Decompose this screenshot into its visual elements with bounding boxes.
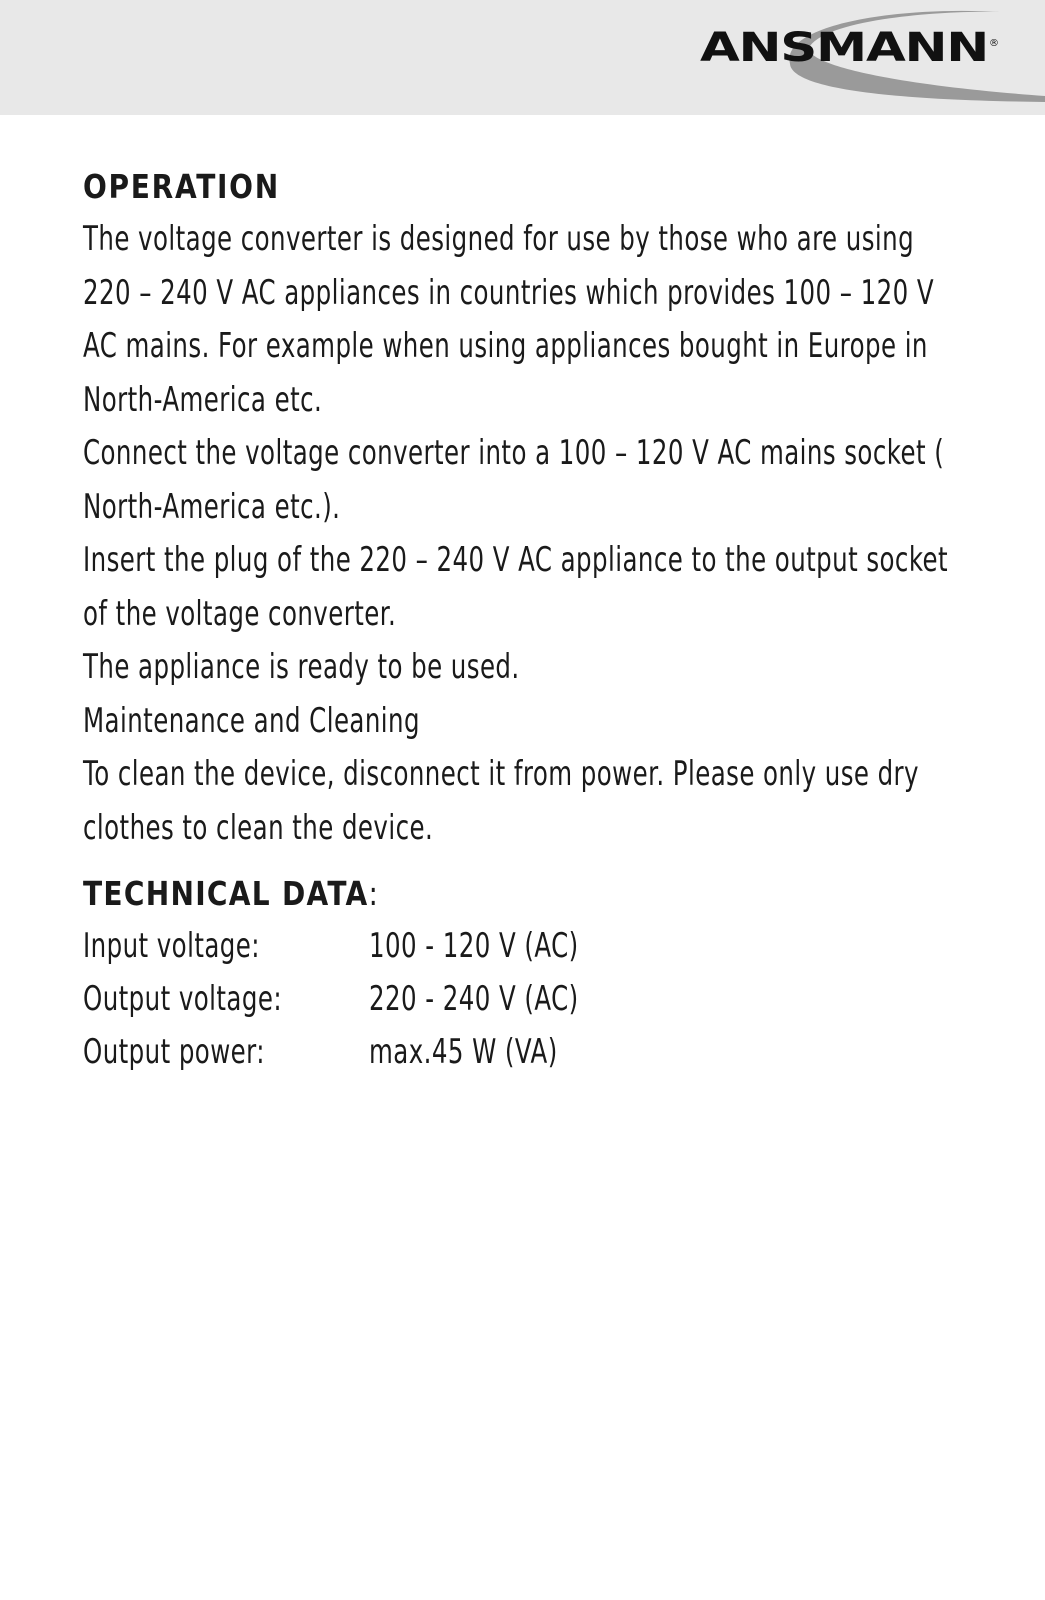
registered-mark: ® <box>989 38 999 49</box>
operation-line: North-America etc.). <box>83 486 341 527</box>
input-voltage-label: Input voltage: <box>83 926 260 966</box>
operation-line: Insert the plug of the 220 – 240 V AC appliance to the output socket <box>83 540 949 580</box>
operation-line: The voltage converter is designed for use by those who are using <box>83 219 915 259</box>
output-power-label: Output power: <box>83 1032 265 1072</box>
technical-data-colon: : <box>368 874 380 913</box>
ansmann-logo <box>700 4 1045 110</box>
operation-line: The appliance is ready to be used. <box>83 647 520 687</box>
operation-line: of the voltage converter. <box>83 593 397 634</box>
technical-data-title: TECHNICAL DATA <box>83 874 369 913</box>
input-voltage-value: 100 - 120 V (AC) <box>369 926 579 966</box>
operation-line: 220 – 240 V AC appliances in countries which provides 100 – 120 V <box>83 272 935 313</box>
technical-data-row <box>83 1026 983 1079</box>
operation-line: To clean the device, disconnect it from power. Please only use dry <box>83 754 919 794</box>
output-voltage-value: 220 - 240 V (AC) <box>369 979 579 1019</box>
output-power-value: max.45 W (VA) <box>369 1032 558 1072</box>
page-header <box>0 0 1045 115</box>
document-body <box>83 160 983 1079</box>
operation-line: North-America etc. <box>83 379 323 420</box>
technical-data-table <box>83 920 983 1079</box>
output-voltage-label: Output voltage: <box>83 979 283 1019</box>
technical-data-heading <box>83 867 848 920</box>
operation-text <box>83 213 983 855</box>
operation-line: AC mains. For example when using appliances bought in Europe in <box>83 326 928 366</box>
operation-heading: OPERATION <box>83 167 280 206</box>
technical-data-row <box>83 973 983 1026</box>
operation-line: Maintenance and Cleaning <box>83 700 420 741</box>
operation-line: clothes to clean the device. <box>83 807 434 848</box>
operation-line: Connect the voltage converter into a 100 – 120 V AC mains socket ( <box>83 433 945 473</box>
technical-data-row <box>83 920 983 973</box>
logo-wordmark: ANSMANN <box>700 25 988 71</box>
